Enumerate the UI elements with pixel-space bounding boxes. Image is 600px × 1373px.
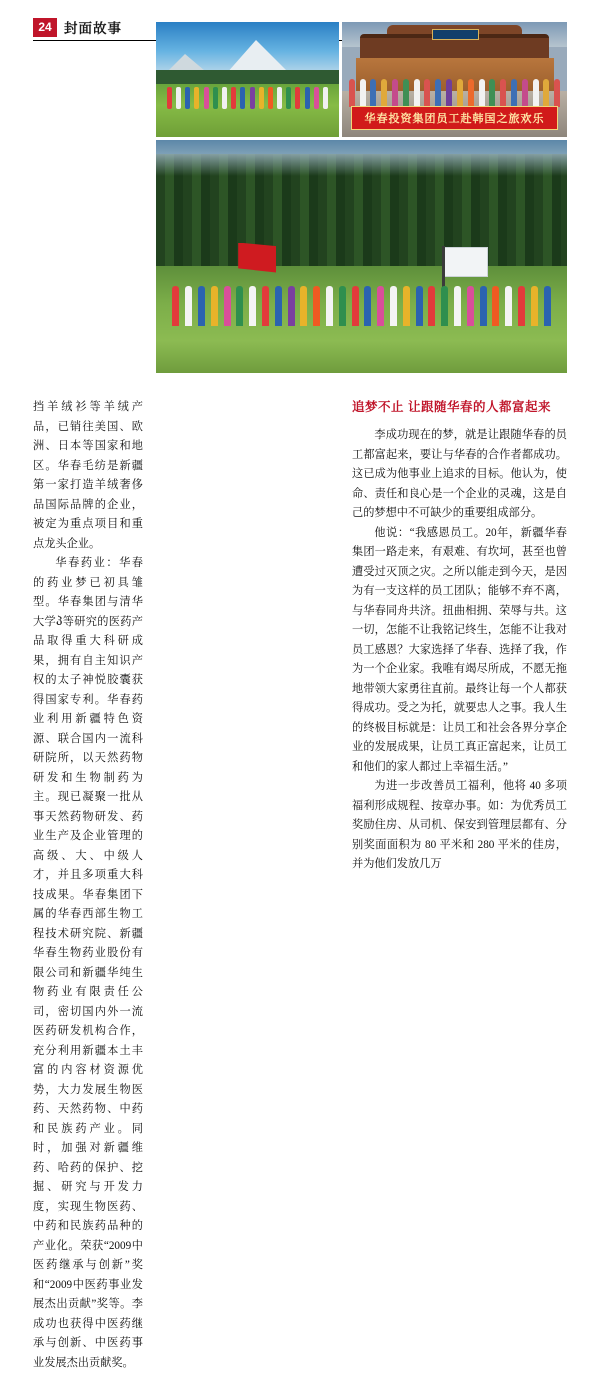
section-title: 封面故事 [64, 21, 122, 36]
people-row [349, 68, 561, 107]
korea-tour-group-photo [342, 22, 567, 137]
paragraph: 为进一步改善员工福利，他将 40 多项福利形成规程、按章办事。如：为优秀员工奖励住房、从司机、保安到管理层都有、分别奖面面积为 80 平米和 280 平米的佳房，并为他们发放几万 [352, 780, 567, 870]
gate-plaque [432, 29, 479, 40]
article-left-column [33, 398, 143, 1373]
page-number-badge: 24 [33, 18, 57, 37]
page-header [33, 17, 122, 37]
paragraph: 李成功现在的梦，就是让跟随华春的员工都富起来，要让与华春的合作者都成功。这已成为他事业上追求的目标。他认为，使命、责任和良心是一个企业的灵魂，这是自己的梦想中不可缺少的重要组成部分。 [352, 429, 567, 519]
people-row [172, 261, 550, 326]
forest-band [156, 154, 567, 275]
people-row [167, 77, 328, 109]
mountain-meadow-group-photo [156, 22, 339, 137]
paragraph: 他说：“我感恩员工。20年，新疆华春集团一路走来，有艰难、有坎坷，甚至也曾遭受过灭顶之灾。之所以能走到今天，是因为有一支这样的员工团队；能够不弃不离，与华春同舟共济。扭曲相拥、荣辱与共。这一切，怎能不让我铭记终生，怎能不让我对员工感恩？大家选择了华春、选择了我，作为一个企业家。我唯有竭尽所成，不愿无拖地带领大家勇往直前。最终让每一个人都获得成功。受之为托，就要忠人之事。我人生的终极目标就是：让员工和社会各界分享企业的发展成果，让员工真正富起来，让员工和他们的家人都过上幸福生活。” [352, 526, 567, 773]
paragraph: 华春药业：华春的药业梦已初具雏型。华春集团与清华大学პ等研究的医药产品取得重大科研成果，拥有自主知识产权的太子神悦胶囊获得国家专利。华春药业利用新疆特色资源、联合国内一流科研院所，以天然药物研发和生物制药为主。现已凝聚一批从事天然药物研发、药业生产及企业管理的高级、大、中级人才，并且多项重大科技成果。华春集团下属的华春西部生物工程技术研究院、新疆华春生物药业股份有限公司和新疆华纯生物药业有限责任公司，密切国内外一流医药研发机构合作，充分利用新疆本土丰富的内容材资源优势，大力发展生物医药、天然药物、中药和民族药产业。同时，加强对新疆维药、哈药的保护、挖掘、研究与开发力度，实现生物医药、中药和民族药品种的产业化。荣获“2009中医药继承与创新”奖和“2009中医药事业发展杰出贡献”奖等。李成功也获得中医药继承与创新、中医药事业发展杰出贡献奖。 [33, 557, 143, 1369]
photo-banner-text: 华春投资集团员工赴韩国之旅欢乐 [351, 106, 558, 130]
snow-mountain-shape [226, 40, 290, 74]
paragraph: 挡羊绒衫等羊绒产品，已销往美国、欧洲、日本等国家和地区。华春毛纺是新疆第一家打造羊绒奢侈品国际品牌的企业，被定为重点项目和重点龙头企业。 [33, 401, 143, 550]
article-right-column [352, 398, 567, 875]
grassland-group-photo [156, 140, 567, 373]
article-subheading: 追梦不止 让跟随华春的人都富起来 [352, 400, 551, 414]
